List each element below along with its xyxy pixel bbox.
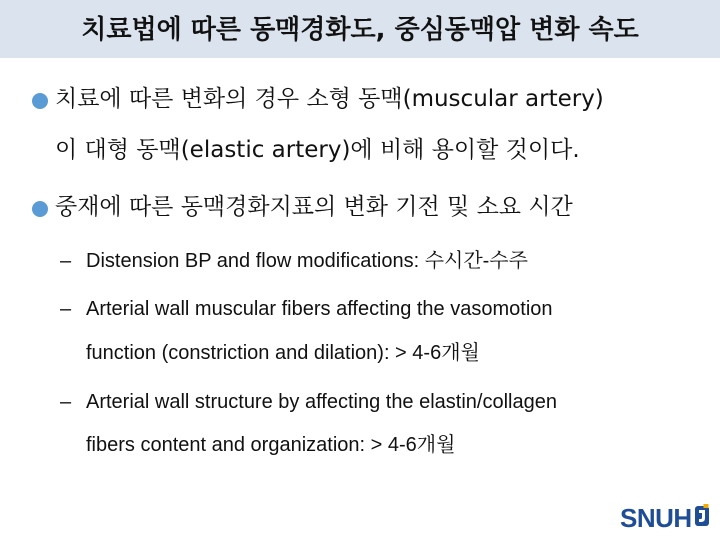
sub-bullet-1-line-1: Distension BP and flow modifications: 수시간-수주 <box>86 250 528 272</box>
bullet-1 <box>32 84 604 114</box>
sub-bullet-2-line-2: function (constriction and dilation): > 4-6개월 <box>86 342 480 364</box>
dash-icon: – <box>60 391 72 413</box>
page-title: 치료법에 따른 동맥경화도, 중심동맥압 변화 속도 <box>81 14 639 45</box>
sub-bullet-3-line-1: Arterial wall structure by affecting the elastin/collagen <box>86 391 557 413</box>
logo-text: SNUH <box>620 503 692 533</box>
sub-bullet-3 <box>60 388 557 416</box>
sub-bullet-1 <box>60 247 528 275</box>
dash-icon: – <box>60 298 72 320</box>
bullet-1-line-1: 치료에 따른 변화의 경우 소형 동맥(muscular artery) <box>55 86 604 112</box>
dash-icon: – <box>60 250 72 272</box>
snuh-emblem-icon <box>694 504 710 528</box>
bullet-1-line-2: 이 대형 동맥(elastic artery)에 비해 용이할 것이다. <box>55 137 580 163</box>
sub-bullet-3-line-2: fibers content and organization: > 4-6개월 <box>86 434 456 456</box>
sub-bullet-2 <box>60 295 553 323</box>
bullet-2-line-1: 중재에 따른 동맥경화지표의 변화 기전 및 소요 시간 <box>55 194 573 220</box>
bullet-dot-icon <box>32 93 48 109</box>
bullet-dot-icon <box>32 201 48 217</box>
bullet-2 <box>32 192 573 222</box>
sub-bullet-2-line-1: Arterial wall muscular fibers affecting the vasomotion <box>86 298 553 320</box>
snuh-logo <box>620 503 710 533</box>
